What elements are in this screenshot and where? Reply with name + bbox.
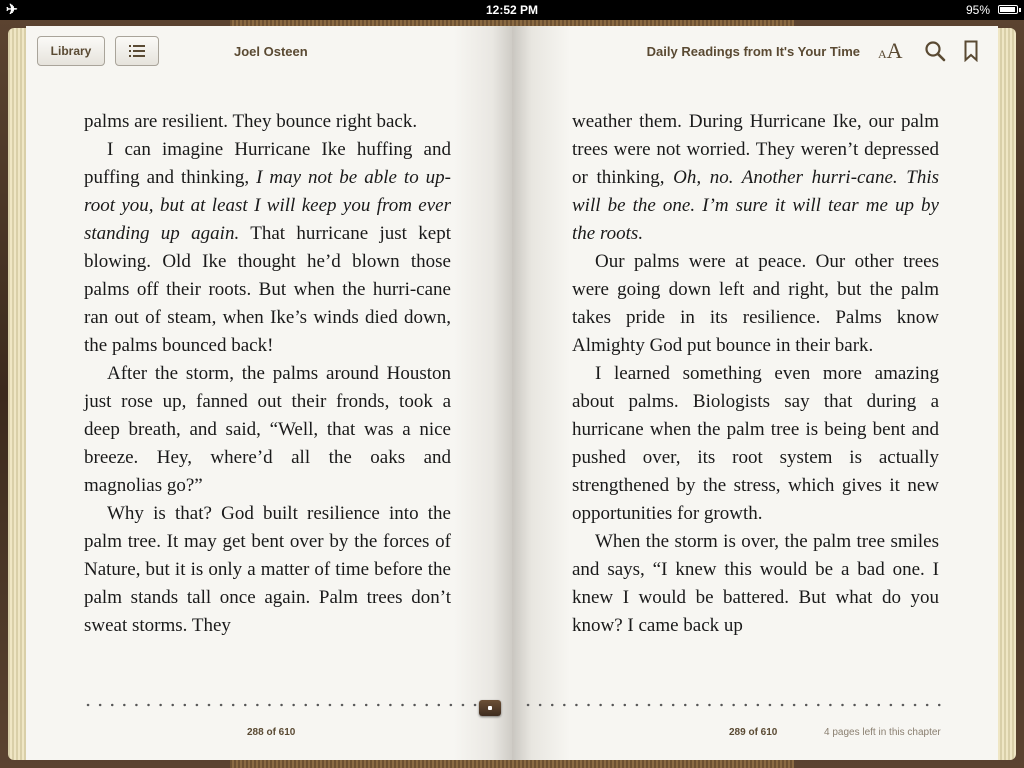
paragraph: Our palms were at peace. Our other trees were going down left and right, but the palm takes pride in its resilience. Palms know Almighty God put bounce in their bark.	[572, 251, 939, 356]
left-page-text	[84, 108, 451, 640]
paragraph: I learned something even more amazing about palms. Biologists say that during a hurricane when the palm tree is being bent and pushed over, its root system is actually strengthened by the stress, which gives it new opportunities for growth.	[572, 363, 939, 524]
pages-left-in-chapter: 4 pages left in this chapter	[824, 727, 941, 738]
paragraph: Why is that? God built resilience into the palm tree. It may get bent over by the forces of Nature, but it is only a matter of time before the palm stands tall once again. Palm trees don’t sweat storms. They	[84, 503, 451, 636]
font-size-large-glyph: A	[886, 38, 903, 63]
left-page-number: 288 of 610	[247, 727, 296, 738]
battery-icon	[998, 5, 1018, 14]
font-size-small-glyph: A	[878, 47, 887, 61]
book-title: Daily Readings from It's Your Time	[646, 44, 860, 59]
right-page-text	[572, 108, 939, 640]
paragraph: After the storm, the palms around Houston just rose up, fanned out their fronds, took a deep breath, and said, “Well, that was a nice breeze. Hey, where’d all the oaks and magnolias go?”	[84, 363, 451, 496]
library-button[interactable]: Library	[37, 36, 105, 66]
book-author: Joel Osteen	[234, 44, 308, 59]
table-of-contents-button[interactable]	[115, 36, 159, 66]
battery-percent: 95%	[965, 3, 990, 17]
page-scrubber-thumb[interactable]	[479, 700, 501, 716]
page-scrubber-track-left[interactable]	[82, 700, 480, 710]
font-size-icon[interactable]	[878, 38, 903, 64]
paragraph: When the storm is over, the palm tree smiles and says, “I knew this would be a bad one. I knew I would be battered. But what do you know? I came back up	[572, 531, 939, 636]
airplane-icon: ✈	[6, 1, 18, 17]
status-time: 12:52 PM	[485, 3, 539, 17]
paragraph: weather them. During Hurricane Ike, our palm trees were not worried. They weren’t depressed or thinking, Oh, no. Another hurri-cane. This will be the one. I’m sure it will tear me up by the roots.	[572, 111, 940, 244]
list-icon	[129, 45, 145, 57]
right-page-number: 289 of 610	[729, 727, 778, 738]
paragraph: palms are resilient. They bounce right back.	[84, 111, 418, 132]
page-scrubber-track-right[interactable]	[522, 700, 942, 710]
search-icon[interactable]	[924, 40, 946, 62]
status-bar	[0, 0, 1024, 20]
bookmark-icon[interactable]	[964, 40, 978, 62]
paragraph: I can imagine Hurricane Ike huffing and puffing and thinking, I may not be able to up-root you, but at least I will keep you from ever standing up again. That hurricane just kept blowing. Old Ike thought he’d blown those palms off their roots. But when the hurri-cane ran out of steam, when Ike’s winds died down, the palms bounced back!	[84, 139, 452, 356]
